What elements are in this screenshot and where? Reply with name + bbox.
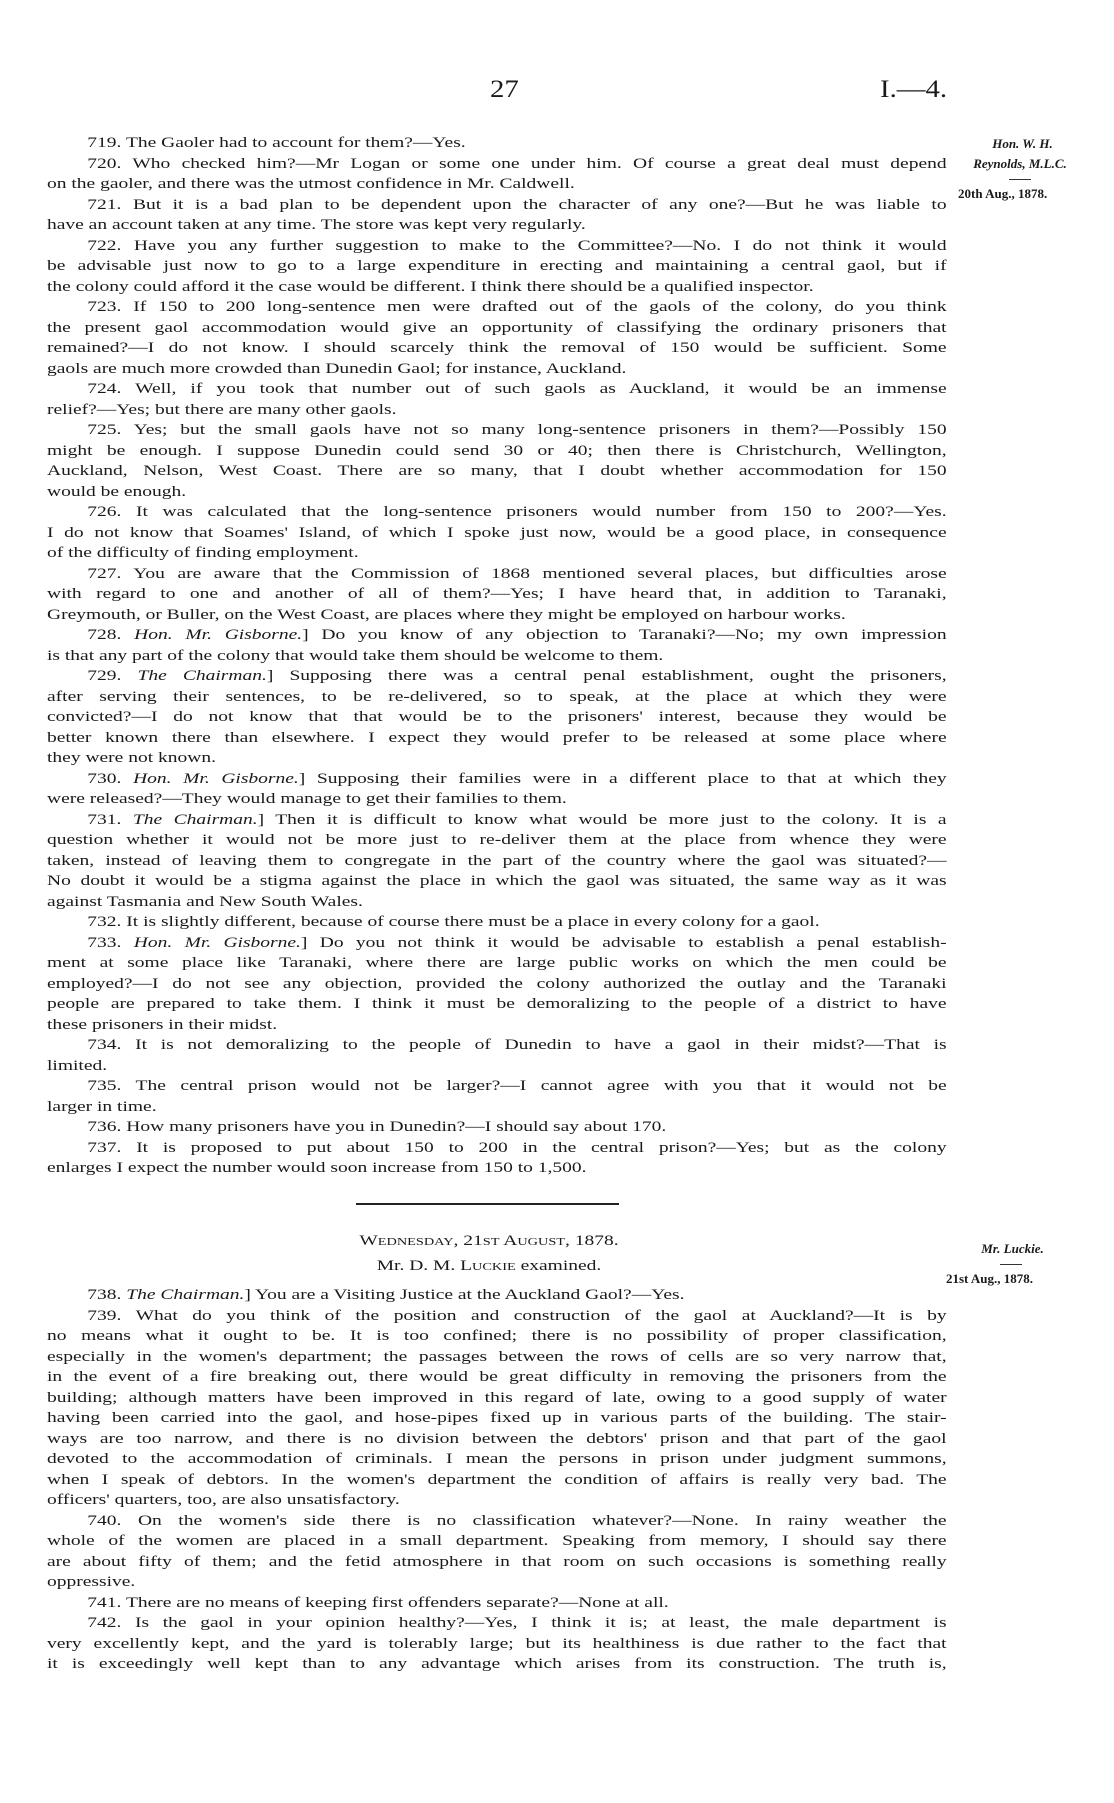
text-line: [47, 1552, 947, 1573]
text-line: [47, 1035, 947, 1056]
line-text: better known there than elsewhere. I expect they would prefer to be released at some place where: [47, 729, 947, 746]
line-text: were released?—They would manage to get their families to them.: [47, 791, 567, 807]
line-text: employed?—I do not see any objection, provided the colony authorized the outlay and the Taranaki: [47, 975, 947, 992]
line-text: Have you any further suggestion to make to the Committee?—No. I do not think it would: [133, 237, 947, 254]
text-line: [47, 625, 947, 646]
text-line: [47, 1367, 947, 1388]
date-heading-text: Wednesday, 21st August, 1878.: [359, 1233, 619, 1249]
text-line: [47, 195, 947, 216]
margin-note-witness-name: Hon. W. H.: [992, 136, 1053, 151]
line-text: limited.: [47, 1057, 108, 1074]
line-text: ] Supposing there was a central penal establishment, ought the prisoners,: [266, 668, 947, 684]
question-number: 733.: [87, 934, 122, 951]
line-text: It was calculated that the long-sentence prisoners would number from 150 to 200?—Yes.: [136, 504, 947, 520]
question-number: 721.: [87, 196, 122, 213]
question-paragraph: [47, 297, 947, 379]
text-line: [47, 543, 947, 564]
text-line: [47, 1531, 947, 1552]
text-line: [47, 1138, 947, 1159]
line-text: question whether it would not be more just to re-deliver them at the place from whence they were: [47, 832, 947, 848]
evidence-block-2: [47, 1285, 947, 1675]
line-text: On the women's side there is no classification whatever?—None. In rainy weather the: [137, 1512, 947, 1529]
speaker-name: Hon. Mr. Gisborne.: [134, 627, 303, 643]
line-text: taken, instead of leaving them to congregate in the part of the country where the gaol was situated?—: [47, 852, 947, 869]
margin-note-witness-title: Reynolds, M.L.C.: [973, 156, 1067, 171]
line-text: building; although matters have been improved in this regard of late, owing to a good supply of water: [47, 1389, 947, 1406]
text-line: [47, 810, 947, 831]
question-paragraph: [47, 195, 947, 236]
line-text: after serving their sentences, to be re-delivered, so to speak, at the place at which they were: [47, 688, 947, 705]
line-text: enlarges I expect the number would soon increase from 150 to 1,500.: [47, 1160, 587, 1176]
line-text: against Tasmania and New South Wales.: [47, 893, 363, 910]
text-line: [47, 1654, 947, 1675]
line-text: But it is a bad plan to be dependent upon the character of any one?—But he was liable to: [132, 196, 947, 213]
text-line: [47, 830, 947, 851]
speaker-name: Hon. Mr. Gisborne.: [133, 934, 301, 951]
line-text: ] Do you not think it would be advisable to establish a penal establish-: [300, 934, 947, 951]
text-line: [47, 297, 947, 318]
text-line: [47, 441, 947, 462]
text-line: [47, 133, 947, 154]
section-date-heading: [164, 1233, 814, 1250]
line-text: would be enough.: [47, 483, 187, 500]
line-text: ways are too narrow, and there is no division between the debtors' prison and that part of the gaol: [47, 1430, 947, 1447]
line-text: the colony could afford it the case would be different. I think there should be a qualified inspector.: [47, 278, 814, 295]
question-paragraph: [47, 1285, 947, 1306]
page-number: 27: [490, 76, 519, 103]
line-text: gaols are much more crowded than Dunedin Gaol; for instance, Auckland.: [47, 360, 627, 377]
question-paragraph: [47, 625, 947, 666]
question-number: 732.: [87, 914, 122, 930]
line-text: If 150 to 200 long-sentence men were drafted out of the gaols of the colony, do you think: [133, 299, 947, 315]
question-number: 731.: [87, 811, 122, 828]
line-text: I do not know that Soames' Island, of which I spoke just now, would be a good place, in consequence: [47, 524, 947, 541]
text-line: [47, 1449, 947, 1470]
question-paragraph: [47, 1511, 947, 1593]
speaker-name: Hon. Mr. Gisborne.: [133, 770, 299, 787]
text-line: [47, 1511, 947, 1532]
line-text: It is slightly different, because of course there must be a place in every colony for a gaol.: [126, 914, 820, 930]
line-text: Greymouth, or Buller, on the West Coast, are places where they might be employed on harbour works.: [47, 606, 846, 623]
line-text: officers' quarters, too, are also unsatisfactory.: [47, 1492, 400, 1508]
question-paragraph: [47, 133, 947, 154]
question-number: 726.: [87, 504, 122, 520]
document-reference: I.—4.: [880, 76, 948, 103]
margin-note-witness2-name: Mr. Luckie.: [981, 1241, 1044, 1256]
text-line: [47, 994, 947, 1015]
line-text: relief?—Yes; but there are many other gaols.: [47, 401, 397, 418]
text-line: [47, 400, 947, 421]
question-paragraph: [47, 666, 947, 769]
question-number: 730.: [87, 770, 122, 787]
line-text: Auckland, Nelson, West Coast. There are so many, that I doubt whether accommodation for 150: [47, 463, 947, 479]
text-line: [47, 1306, 947, 1327]
line-text: How many prisoners have you in Dunedin?—I should say about 170.: [126, 1119, 667, 1135]
text-line: [47, 1347, 947, 1368]
line-text: larger in time.: [47, 1098, 157, 1115]
line-text: be advisable just now to go to a large expenditure in erecting and maintaining a central gaol, but if: [47, 258, 947, 274]
question-number: 736.: [87, 1119, 122, 1135]
text-line: [47, 1326, 947, 1347]
line-text: are about fifty of them; and the fetid atmosphere in that room on such occasions is something really: [47, 1553, 947, 1570]
line-text: in the event of a fire breaking out, there would be great difficulty in removing the prisoners from the: [47, 1369, 947, 1385]
question-paragraph: [47, 912, 947, 933]
question-paragraph: [47, 1117, 947, 1138]
text-line: [47, 851, 947, 872]
text-line: [47, 892, 947, 913]
text-line: [47, 1076, 947, 1097]
text-line: [47, 1285, 947, 1306]
text-line: [47, 666, 947, 687]
line-text: No doubt it would be a stigma against the place in which the gaol was situated, the same way as it was: [47, 873, 947, 889]
text-line: [47, 420, 947, 441]
text-line: [47, 1388, 947, 1409]
line-text: it is exceedingly well kept than to any advantage which arises from its construction. The truth is,: [47, 1656, 947, 1672]
line-text: devoted to the accommodation of criminals. I mean the persons in prison under judgment summons,: [47, 1451, 947, 1467]
line-text: oppressive.: [47, 1574, 136, 1590]
line-text: the present gaol accommodation would give an opportunity of classifying the ordinary prisoners that: [47, 319, 947, 336]
question-number: 740.: [87, 1512, 122, 1529]
margin-note-divider: [1009, 179, 1031, 180]
line-text: is that any part of the colony that would take them should be welcome to them.: [47, 647, 664, 664]
question-number: 738.: [87, 1287, 122, 1303]
line-text: You are aware that the Commission of 1868 mentioned several places, but difficulties arose: [133, 565, 947, 582]
evidence-block-1: [47, 133, 947, 1179]
line-text: convicted?—I do not know that that would be to the prisoners' interest, because they would be: [47, 709, 947, 725]
line-text: especially in the women's department; the passages between the rows of cells are so very narrow that,: [47, 1348, 947, 1365]
question-number: 728.: [87, 627, 122, 643]
line-text: remained?—I do not know. I should scarcely think the removal of 150 would be sufficient. Some: [47, 340, 947, 356]
line-text: The Gaoler had to account for them?—Yes.: [125, 135, 466, 151]
speaker-name: The Chairman.: [132, 811, 258, 828]
margin-note-date: 20th Aug., 1878.: [958, 186, 1048, 201]
text-line: [47, 646, 947, 667]
text-line: [47, 974, 947, 995]
question-number: 723.: [87, 299, 122, 315]
margin-note-divider-2: [1000, 1264, 1022, 1265]
text-line: [47, 154, 947, 175]
question-number: 724.: [87, 381, 122, 397]
text-line: [47, 236, 947, 257]
text-line: [47, 1158, 947, 1179]
line-text: on the gaoler, and there was the utmost confidence in Mr. Caldwell.: [47, 176, 575, 192]
line-text: Yes; but the small gaols have not so many long-sentence prisoners in them?—Possibly 150: [133, 422, 947, 438]
text-line: [47, 871, 947, 892]
line-text: Well, if you took that number out of such gaols as Auckland, it would be an immense: [135, 381, 947, 397]
text-line: [47, 502, 947, 523]
line-text: whole of the women are placed in a small department. Speaking from memory, I should say there: [47, 1533, 947, 1549]
question-number: 742.: [87, 1615, 122, 1631]
line-text: of the difficulty of finding employment.: [47, 545, 359, 561]
line-text: might be enough. I suppose Dunedin could send 30 or 40; then there is Christchurch, Wellington,: [47, 442, 947, 459]
text-line: [47, 338, 947, 359]
text-line: [47, 748, 947, 769]
text-line: [47, 1593, 947, 1614]
speaker-name: The Chairman.: [126, 1287, 245, 1303]
witness-heading: [164, 1258, 814, 1275]
line-text: ] Supposing their families were in a different place to that at which they: [298, 770, 947, 787]
text-line: [47, 482, 947, 503]
question-number: 739.: [87, 1307, 122, 1324]
text-line: [47, 687, 947, 708]
question-paragraph: [47, 502, 947, 564]
line-text: no means what it ought to be. It is too confined; there is no possibility of proper classification,: [47, 1328, 947, 1344]
line-text: ment at some place like Taranaki, where there are large public works on which the men could be: [47, 955, 947, 971]
speaker-name: The Chairman.: [137, 668, 267, 684]
line-text: very excellently kept, and the yard is tolerably large; but its healthiness is due rather to the fact that: [47, 1635, 947, 1652]
question-paragraph: [47, 1593, 947, 1614]
line-text: The central prison would not be larger?—I cannot agree with you that it would not be: [135, 1078, 947, 1094]
line-text: What do you think of the position and construction of the gaol at Auckland?—It is by: [135, 1307, 947, 1324]
line-text: with regard to one and another of all of them?—Yes; I have heard that, in addition to Taranaki,: [47, 586, 947, 602]
line-text: There are no means of keeping first offenders separate?—None at all.: [125, 1594, 669, 1611]
question-number: 729.: [87, 668, 122, 684]
line-text: It is not demoralizing to the people of Dunedin to have a gaol in their midst?—That is: [135, 1037, 947, 1053]
line-text: people are prepared to take them. I think it must be demoralizing to the people of a district to have: [47, 996, 947, 1012]
text-line: [47, 1015, 947, 1036]
line-text: these prisoners in their midst.: [47, 1016, 278, 1033]
text-line: [47, 1056, 947, 1077]
line-text: It is proposed to put about 150 to 200 in the central prison?—Yes; but as the colony: [136, 1139, 947, 1156]
question-paragraph: [47, 236, 947, 298]
question-number: 741.: [87, 1594, 122, 1611]
question-paragraph: [47, 769, 947, 810]
line-text: ] Do you know of any objection to Taranaki?—No; my own impression: [302, 627, 947, 643]
line-text: when I speak of debtors. In the women's department the condition of affairs is really very bad. The: [47, 1471, 947, 1488]
question-number: 735.: [87, 1078, 122, 1094]
question-paragraph: [47, 154, 947, 195]
question-number: 720.: [87, 155, 122, 172]
text-line: [47, 605, 947, 626]
text-line: [47, 1634, 947, 1655]
text-line: [47, 912, 947, 933]
witness-name: Luckie: [460, 1258, 516, 1274]
line-text: Who checked him?—Mr Logan or some one under him. Of course a great deal must depend: [132, 155, 947, 172]
line-text: have an account taken at any time. The store was kept very regularly.: [47, 217, 586, 233]
text-line: [47, 379, 947, 400]
text-line: [47, 277, 947, 298]
text-line: [47, 1572, 947, 1593]
text-line: [47, 1097, 947, 1118]
text-line: [47, 215, 947, 236]
text-line: [47, 953, 947, 974]
text-line: [47, 1117, 947, 1138]
question-paragraph: [47, 379, 947, 420]
text-line: [47, 707, 947, 728]
text-line: [47, 789, 947, 810]
text-line: [47, 1408, 947, 1429]
line-text: they were not known.: [47, 750, 216, 766]
question-paragraph: [47, 1138, 947, 1179]
text-line: [47, 1613, 947, 1634]
line-text: Is the gaol in your opinion healthy?—Yes, I think it is; at least, the male department is: [135, 1615, 947, 1631]
text-line: [47, 359, 947, 380]
text-line: [47, 769, 947, 790]
text-line: [47, 584, 947, 605]
text-line: [47, 256, 947, 277]
question-number: 719.: [87, 135, 122, 151]
question-paragraph: [47, 810, 947, 913]
margin-note-witness2-date: 21st Aug., 1878.: [946, 1271, 1034, 1286]
question-number: 734.: [87, 1037, 122, 1053]
text-line: [47, 318, 947, 339]
question-paragraph: [47, 420, 947, 502]
line-text: having been carried into the gaol, and hose-pipes fixed up in various parts of the building. The stair-: [47, 1410, 947, 1426]
question-paragraph: [47, 564, 947, 626]
section-divider: [356, 1203, 619, 1205]
text-line: [47, 564, 947, 585]
text-line: [47, 461, 947, 482]
question-paragraph: [47, 1306, 947, 1511]
question-paragraph: [47, 1035, 947, 1076]
question-number: 727.: [87, 565, 122, 582]
text-line: [47, 1490, 947, 1511]
question-paragraph: [47, 933, 947, 1036]
text-line: [47, 933, 947, 954]
question-number: 722.: [87, 237, 122, 254]
question-paragraph: [47, 1076, 947, 1117]
text-line: [47, 728, 947, 749]
line-text: ] Then it is difficult to know what would be more just to the colony. It is a: [257, 811, 947, 828]
text-line: [47, 1470, 947, 1491]
question-number: 737.: [87, 1139, 122, 1156]
witness-suffix: examined.: [515, 1258, 602, 1274]
line-text: ] You are a Visiting Justice at the Auckland Gaol?—Yes.: [244, 1287, 685, 1303]
question-number: 725.: [87, 422, 122, 438]
text-line: [47, 523, 947, 544]
text-line: [47, 1429, 947, 1450]
question-paragraph: [47, 1613, 947, 1675]
witness-prefix: Mr. D. M.: [376, 1258, 461, 1274]
text-line: [47, 174, 947, 195]
